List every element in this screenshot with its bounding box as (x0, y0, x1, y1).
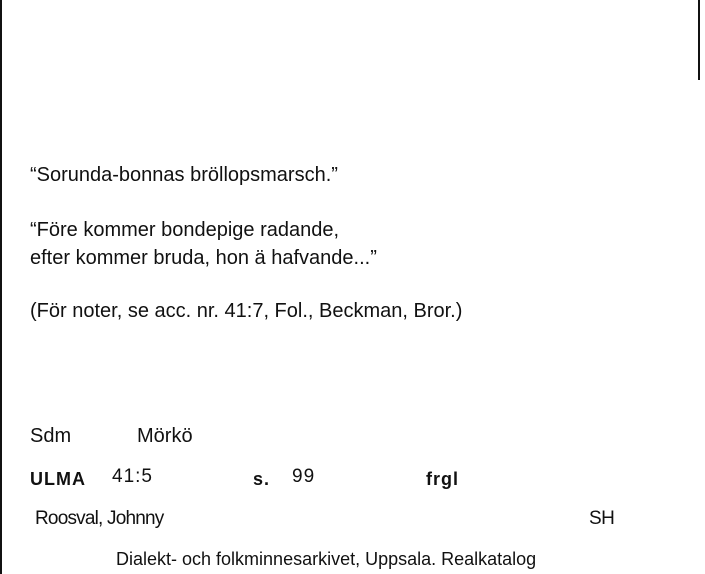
parish-name: Mörkö (137, 425, 193, 447)
card-left-edge (0, 0, 2, 574)
category-code: frgl (426, 469, 459, 489)
reference-note: (För noter, se acc. nr. 41:7, Fol., Beckman, Bror.) (30, 300, 463, 322)
quote-line-1: “Före kommer bondepige radande, (30, 219, 340, 241)
page-number: 99 (292, 466, 316, 487)
archive-footer: Dialekt- och folkminnesarkivet, Uppsala. Realkatalog (116, 549, 537, 569)
signature-initials: SH (589, 508, 615, 529)
province-code: Sdm (30, 425, 72, 447)
accession-number: 41:5 (112, 466, 153, 487)
quote-line-2: efter kommer bruda, hon ä hafvande...” (30, 247, 377, 269)
page-prefix: s. (253, 469, 271, 489)
person-name: Roosval, Johnny (35, 508, 164, 529)
card-title: “Sorunda-bonnas bröllopsmarsch.” (30, 164, 338, 186)
card-right-edge (698, 0, 700, 80)
archive-code: ULMA (30, 469, 86, 489)
